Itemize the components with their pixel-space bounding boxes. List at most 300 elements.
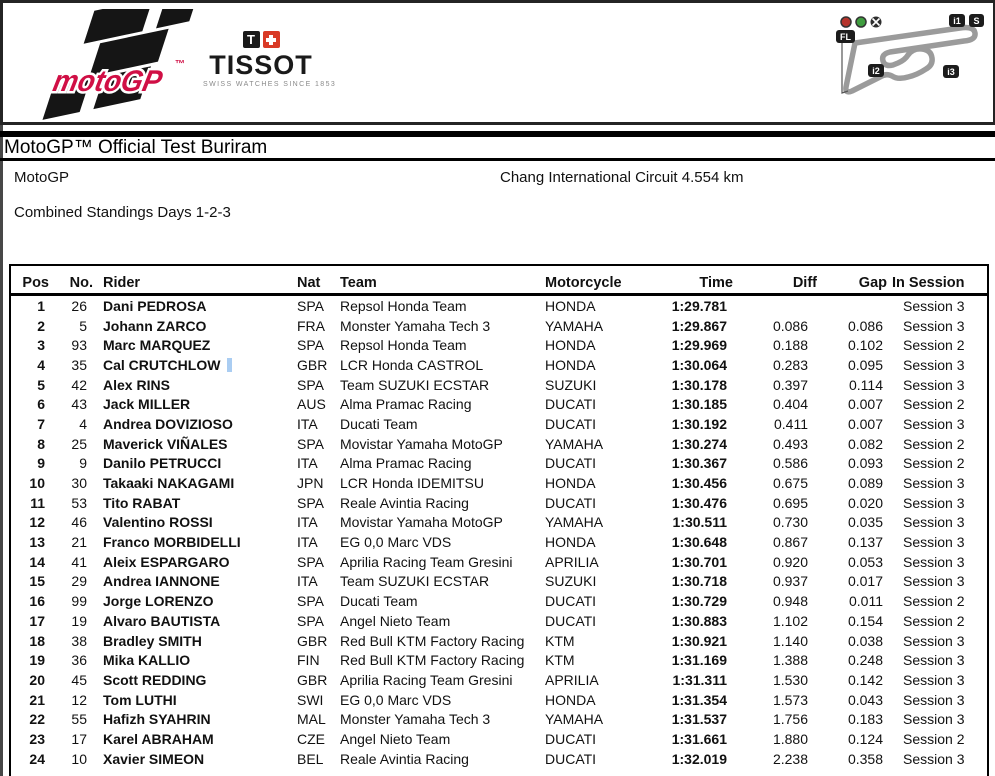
table-row — [11, 316, 987, 336]
cell-no: 25 — [71, 435, 87, 452]
table-row — [11, 473, 987, 493]
cell-diff: 1.756 — [772, 711, 808, 728]
cell-no: 4 — [79, 415, 87, 432]
motogp-logo — [29, 9, 197, 121]
col-header-pos: Pos — [22, 274, 49, 291]
cell-gap: 0.154 — [847, 612, 883, 629]
track-outline — [846, 28, 975, 92]
cell-time: 1:30.511 — [672, 514, 727, 531]
cell-in-session: Session 3 — [903, 553, 965, 570]
cell-nat: ITA — [297, 534, 318, 551]
cell-team: Reale Avintia Racing — [340, 750, 469, 767]
cell-in-session: Session 3 — [903, 475, 965, 492]
status-lights — [841, 17, 882, 28]
cell-no: 26 — [71, 297, 87, 314]
col-header-nat: Nat — [297, 274, 321, 291]
cell-rider: Mika KALLIO — [103, 652, 191, 669]
cell-nat: SPA — [297, 435, 324, 452]
cell-in-session: Session 3 — [903, 671, 965, 688]
cell-gap: 0.089 — [847, 475, 883, 492]
cell-rider: Jorge LORENZO — [103, 593, 214, 610]
standings-body — [11, 296, 987, 769]
tissot-name: TISSOT — [209, 50, 313, 80]
cell-pos: 3 — [37, 337, 45, 354]
cell-time: 1:29.781 — [671, 297, 727, 314]
cell-rider: Scott REDDING — [103, 671, 207, 688]
cell-pos: 14 — [29, 553, 45, 570]
cell-pos: 17 — [29, 612, 45, 629]
cell-pos: 7 — [37, 415, 45, 432]
cell-in-session: Session 2 — [903, 730, 965, 747]
cell-pos: 19 — [29, 652, 45, 669]
cell-pos: 1 — [37, 297, 45, 314]
cell-motorcycle: DUCATI — [545, 396, 597, 413]
table-row — [11, 650, 987, 670]
circuit-map — [834, 9, 991, 123]
cell-team: LCR Honda IDEMITSU — [340, 475, 484, 492]
cell-time: 1:29.867 — [671, 317, 727, 334]
table-row — [11, 355, 987, 375]
cell-motorcycle: DUCATI — [545, 612, 597, 629]
cell-motorcycle: DUCATI — [545, 494, 597, 511]
cell-no: 45 — [71, 671, 87, 688]
cell-in-session: Session 3 — [903, 297, 965, 314]
cell-motorcycle: YAMAHA — [545, 711, 604, 728]
table-row — [11, 572, 987, 592]
cell-no: 29 — [71, 573, 87, 590]
tissot-t-icon — [243, 31, 260, 48]
cell-time: 1:30.192 — [671, 415, 727, 432]
cell-nat: SWI — [297, 691, 324, 708]
cell-team: Reale Avintia Racing — [340, 494, 469, 511]
cell-in-session: Session 2 — [903, 435, 965, 452]
cell-motorcycle: HONDA — [545, 337, 596, 354]
cell-motorcycle: APRILIA — [545, 671, 599, 688]
cell-pos: 24 — [29, 750, 45, 767]
cell-gap: 0.093 — [847, 455, 883, 472]
cell-rider: Jack MILLER — [103, 396, 191, 413]
cell-diff: 0.283 — [772, 356, 808, 373]
cell-gap: 0.248 — [847, 652, 883, 669]
cell-time: 1:30.274 — [671, 435, 727, 452]
cell-nat: SPA — [297, 612, 324, 629]
cell-time: 1:30.921 — [671, 632, 727, 649]
cell-nat: CZE — [297, 730, 325, 747]
col-header-time: Time — [699, 274, 733, 291]
cell-rider: Bradley SMITH — [103, 632, 202, 649]
cell-in-session: Session 3 — [903, 750, 965, 767]
cell-team: Movistar Yamaha MotoGP — [340, 435, 503, 452]
cell-in-session: Session 3 — [903, 652, 965, 669]
cell-nat: FRA — [297, 317, 325, 334]
cell-gap: 0.035 — [847, 514, 883, 531]
cell-team: Team SUZUKI ECSTAR — [340, 573, 490, 590]
cell-rider: Xavier SIMEON — [103, 750, 205, 767]
cell-time: 1:30.476 — [671, 494, 727, 511]
page-title: MotoGP™ Official Test Buriram — [4, 137, 268, 158]
cell-in-session: Session 3 — [903, 514, 965, 531]
cell-motorcycle: DUCATI — [545, 730, 597, 747]
cell-team: Red Bull KTM Factory Racing — [340, 652, 525, 669]
cell-motorcycle: DUCATI — [545, 750, 597, 767]
cell-in-session: Session 3 — [903, 711, 965, 728]
cell-pos: 12 — [29, 514, 45, 531]
table-row — [11, 690, 987, 710]
cell-nat: JPN — [297, 475, 324, 492]
cell-nat: SPA — [297, 337, 324, 354]
cell-diff: 0.493 — [772, 435, 808, 452]
table-row — [11, 493, 987, 513]
cell-team: Movistar Yamaha MotoGP — [340, 514, 503, 531]
badge-i3: i3 — [947, 67, 955, 77]
cell-no: 53 — [71, 494, 87, 511]
cell-no: 41 — [71, 553, 87, 570]
logo-banner — [0, 0, 995, 125]
cell-diff: 0.867 — [772, 534, 808, 551]
cell-gap: 0.137 — [847, 534, 883, 551]
table-header-row — [11, 266, 987, 296]
cell-nat: ITA — [297, 514, 318, 531]
table-row — [11, 335, 987, 355]
cell-in-session: Session 3 — [903, 632, 965, 649]
cell-rider: Cal CRUTCHLOW — [103, 356, 221, 373]
cell-motorcycle: DUCATI — [545, 415, 597, 432]
category-label: MotoGP — [14, 169, 70, 186]
cell-motorcycle: DUCATI — [545, 455, 597, 472]
cell-nat: SPA — [297, 553, 324, 570]
col-header-rider: Rider — [103, 274, 141, 291]
cell-no: 42 — [71, 376, 87, 393]
title-bar-bottom-rule — [0, 158, 995, 161]
table-row — [11, 709, 987, 729]
cell-diff: 0.086 — [772, 317, 808, 334]
cell-time: 1:30.883 — [671, 612, 727, 629]
cell-nat: MAL — [297, 711, 326, 728]
cell-nat: GBR — [297, 356, 328, 373]
cell-pos: 4 — [37, 356, 45, 373]
col-header-team: Team — [340, 274, 377, 291]
tissot-mark — [203, 31, 319, 48]
cell-motorcycle: KTM — [545, 652, 575, 669]
cell-no: 43 — [71, 396, 87, 413]
cell-pos: 2 — [37, 317, 45, 334]
cell-no: 9 — [79, 455, 87, 472]
cell-gap: 0.086 — [847, 317, 883, 334]
cell-diff: 2.238 — [772, 750, 808, 767]
cell-gap: 0.038 — [847, 632, 883, 649]
cell-no: 19 — [71, 612, 87, 629]
circuit-label: Chang International Circuit 4.554 km — [500, 169, 744, 186]
cell-time: 1:31.169 — [671, 652, 727, 669]
cell-pos: 10 — [29, 475, 45, 492]
cell-in-session: Session 2 — [903, 612, 965, 629]
cell-pos: 18 — [29, 632, 45, 649]
cell-rider: Dani PEDROSA — [103, 297, 207, 314]
badge-fl: FL — [840, 32, 851, 42]
cell-team: Angel Nieto Team — [340, 612, 451, 629]
cell-no: 35 — [71, 356, 87, 373]
cell-no: 55 — [71, 711, 87, 728]
green-light-icon — [856, 17, 866, 27]
cell-pos: 22 — [29, 711, 45, 728]
cell-team: Aprilia Racing Team Gresini — [340, 671, 513, 688]
cell-team: Repsol Honda Team — [340, 337, 467, 354]
cell-team: Alma Pramac Racing — [340, 396, 472, 413]
cell-diff: 0.404 — [772, 396, 808, 413]
cell-time: 1:30.701 — [671, 553, 727, 570]
cell-pos: 20 — [29, 671, 45, 688]
cell-nat: ITA — [297, 455, 318, 472]
cell-rider: Alvaro BAUTISTA — [103, 612, 221, 629]
cell-rider: Hafizh SYAHRIN — [103, 711, 211, 728]
badge-s: S — [973, 16, 980, 26]
cell-no: 10 — [71, 750, 87, 767]
cell-team: Team SUZUKI ECSTAR — [340, 376, 490, 393]
cell-rider: Danilo PETRUCCI — [103, 455, 222, 472]
cell-no: 12 — [71, 691, 87, 708]
cell-time: 1:30.729 — [671, 593, 727, 610]
cell-rider: Takaaki NAKAGAMI — [103, 475, 235, 492]
table-row — [11, 454, 987, 474]
cell-rider: Tito RABAT — [103, 494, 181, 511]
cell-nat: SPA — [297, 376, 324, 393]
col-header-no: No. — [69, 274, 93, 291]
cell-team: Repsol Honda Team — [340, 297, 467, 314]
cell-no: 46 — [71, 514, 87, 531]
cell-rider: Karel ABRAHAM — [103, 730, 214, 747]
cell-motorcycle: HONDA — [545, 534, 596, 551]
table-row — [11, 375, 987, 395]
cell-pos: 8 — [37, 435, 45, 452]
col-header-in-session: In Session — [892, 274, 965, 291]
cell-time: 1:31.311 — [672, 671, 727, 688]
cell-team: Ducati Team — [340, 415, 418, 432]
cell-rider: Andrea DOVIZIOSO — [103, 415, 233, 432]
table-row — [11, 749, 987, 769]
table-row — [11, 414, 987, 434]
cell-gap: 0.124 — [847, 730, 883, 747]
cell-motorcycle: KTM — [545, 632, 575, 649]
cell-time: 1:31.661 — [671, 730, 727, 747]
cell-gap: 0.358 — [847, 750, 883, 767]
cell-diff: 0.948 — [772, 593, 808, 610]
cell-motorcycle: HONDA — [545, 691, 596, 708]
standings-table — [9, 264, 989, 776]
cell-gap: 0.043 — [847, 691, 883, 708]
cell-motorcycle: APRILIA — [545, 553, 599, 570]
table-row — [11, 532, 987, 552]
title-bar — [0, 131, 995, 161]
cell-time: 1:30.367 — [671, 455, 727, 472]
cell-motorcycle: YAMAHA — [545, 317, 604, 334]
cell-time: 1:29.969 — [671, 337, 727, 354]
cell-pos: 11 — [30, 494, 45, 511]
cell-nat: GBR — [297, 671, 328, 688]
cell-pos: 21 — [29, 691, 45, 708]
cell-motorcycle: SUZUKI — [545, 573, 597, 590]
cell-team: Aprilia Racing Team Gresini — [340, 553, 513, 570]
table-row — [11, 631, 987, 651]
table-row — [11, 670, 987, 690]
cell-no: 93 — [71, 337, 87, 354]
cell-gap: 0.142 — [847, 671, 883, 688]
cell-motorcycle: SUZUKI — [545, 376, 597, 393]
cell-gap: 0.053 — [847, 553, 883, 570]
cell-gap: 0.020 — [847, 494, 883, 511]
cell-time: 1:30.178 — [671, 376, 727, 393]
table-row — [11, 591, 987, 611]
cell-motorcycle: YAMAHA — [545, 514, 604, 531]
cell-team: Alma Pramac Racing — [340, 455, 472, 472]
cell-in-session: Session 2 — [903, 593, 965, 610]
swiss-cross-icon — [263, 31, 280, 48]
cell-no: 38 — [71, 632, 87, 649]
cell-pos: 5 — [37, 376, 45, 393]
cell-rider: Johann ZARCO — [103, 317, 207, 334]
cell-time: 1:30.064 — [671, 356, 727, 373]
table-row — [11, 729, 987, 749]
cell-in-session: Session 2 — [903, 455, 965, 472]
cell-gap: 0.007 — [847, 396, 883, 413]
cell-nat: FIN — [297, 652, 320, 669]
cell-team: EG 0,0 Marc VDS — [340, 691, 452, 708]
cell-nat: GBR — [297, 632, 328, 649]
cell-no: 36 — [71, 652, 87, 669]
cell-diff: 1.880 — [772, 730, 808, 747]
cell-gap: 0.114 — [849, 376, 883, 393]
cell-team: LCR Honda CASTROL — [340, 356, 484, 373]
cell-pos: 23 — [29, 730, 45, 747]
cell-gap: 0.183 — [847, 711, 883, 728]
cell-rider: Franco MORBIDELLI — [103, 534, 241, 551]
badge-i1: i1 — [953, 16, 961, 26]
tissot-logo — [203, 31, 337, 88]
table-row — [11, 296, 987, 316]
cell-motorcycle: HONDA — [545, 475, 596, 492]
cell-diff: 0.675 — [772, 475, 808, 492]
cell-no: 30 — [71, 475, 87, 492]
cell-gap: 0.102 — [847, 337, 883, 354]
cell-in-session: Session 3 — [903, 494, 965, 511]
cell-gap: 0.082 — [847, 435, 883, 452]
cell-rider: Marc MARQUEZ — [103, 337, 211, 354]
cell-in-session: Session 2 — [903, 337, 965, 354]
col-header-motorcycle: Motorcycle — [545, 274, 622, 291]
cell-gap: 0.095 — [847, 356, 883, 373]
cell-gap: 0.007 — [847, 415, 883, 432]
cell-motorcycle: DUCATI — [545, 593, 597, 610]
cell-nat: BEL — [297, 750, 324, 767]
badge-i2: i2 — [872, 66, 880, 76]
cell-diff: 1.573 — [772, 691, 808, 708]
cell-time: 1:30.648 — [671, 534, 727, 551]
cell-diff: 0.920 — [772, 553, 808, 570]
cell-team: Monster Yamaha Tech 3 — [340, 711, 491, 728]
cell-diff: 0.411 — [774, 415, 808, 432]
cell-in-session: Session 3 — [903, 376, 965, 393]
cell-in-session: Session 3 — [903, 573, 965, 590]
motogp-wordmark: motoGP — [50, 65, 174, 98]
cell-diff: 0.695 — [772, 494, 808, 511]
cell-diff: 0.188 — [772, 337, 808, 354]
col-header-gap: Gap — [858, 274, 887, 291]
table-row — [11, 394, 987, 414]
cell-no: 17 — [71, 730, 87, 747]
tissot-tagline: SWISS WATCHES SINCE 1853 — [203, 81, 337, 88]
cell-time: 1:30.456 — [671, 475, 727, 492]
cell-gap: 0.011 — [849, 593, 883, 610]
cell-diff: 0.397 — [772, 376, 808, 393]
col-header-diff: Diff — [792, 274, 817, 291]
cell-nat: AUS — [297, 396, 326, 413]
cell-diff: 0.586 — [772, 455, 808, 472]
cell-time: 1:31.537 — [671, 711, 727, 728]
cell-time: 1:30.718 — [671, 573, 727, 590]
table-row — [11, 552, 987, 572]
cell-nat: ITA — [297, 415, 318, 432]
cell-time: 1:31.354 — [671, 691, 727, 708]
cell-in-session: Session 2 — [903, 396, 965, 413]
cell-team: Angel Nieto Team — [340, 730, 451, 747]
cell-rider: Maverick VIÑALES — [103, 435, 228, 452]
cell-pos: 13 — [29, 534, 45, 551]
table-row — [11, 434, 987, 454]
red-light-icon — [841, 17, 851, 27]
cell-in-session: Session 3 — [903, 317, 965, 334]
cell-rider: Alex RINS — [103, 376, 170, 393]
text-selection-artifact — [227, 358, 232, 372]
cell-gap: 0.017 — [847, 573, 883, 590]
cell-no: 99 — [71, 593, 87, 610]
cell-time: 1:30.185 — [671, 396, 727, 413]
cell-team: EG 0,0 Marc VDS — [340, 534, 452, 551]
cell-diff: 1.530 — [772, 671, 808, 688]
cell-nat: SPA — [297, 297, 324, 314]
table-row — [11, 611, 987, 631]
cell-nat: ITA — [297, 573, 318, 590]
cell-nat: SPA — [297, 494, 324, 511]
motogp-trademark: ™ — [175, 59, 185, 70]
cell-in-session: Session 3 — [903, 691, 965, 708]
cell-team: Monster Yamaha Tech 3 — [340, 317, 491, 334]
cell-team: Ducati Team — [340, 593, 418, 610]
cell-diff: 0.937 — [772, 573, 808, 590]
cell-pos: 15 — [29, 573, 45, 590]
cell-diff: 1.388 — [772, 652, 808, 669]
cell-motorcycle: HONDA — [545, 356, 596, 373]
cell-motorcycle: YAMAHA — [545, 435, 604, 452]
cell-no: 5 — [79, 317, 87, 334]
cell-rider: Aleix ESPARGARO — [103, 553, 230, 570]
cell-pos: 16 — [29, 593, 45, 610]
cell-motorcycle: HONDA — [545, 297, 596, 314]
standings-title: Combined Standings Days 1-2-3 — [14, 204, 231, 221]
cell-time: 1:32.019 — [671, 750, 727, 767]
cell-pos: 9 — [37, 455, 45, 472]
cell-team: Red Bull KTM Factory Racing — [340, 632, 525, 649]
cell-in-session: Session 3 — [903, 356, 965, 373]
cell-rider: Valentino ROSSI — [103, 514, 213, 531]
cell-diff: 0.730 — [772, 514, 808, 531]
cell-rider: Tom LUTHI — [103, 691, 177, 708]
table-row — [11, 513, 987, 533]
cell-diff: 1.140 — [772, 632, 808, 649]
cell-in-session: Session 3 — [903, 415, 965, 432]
tissot-t-letter: T — [247, 32, 255, 47]
cell-pos: 6 — [37, 396, 45, 413]
cell-no: 21 — [71, 534, 87, 551]
cell-nat: SPA — [297, 593, 324, 610]
